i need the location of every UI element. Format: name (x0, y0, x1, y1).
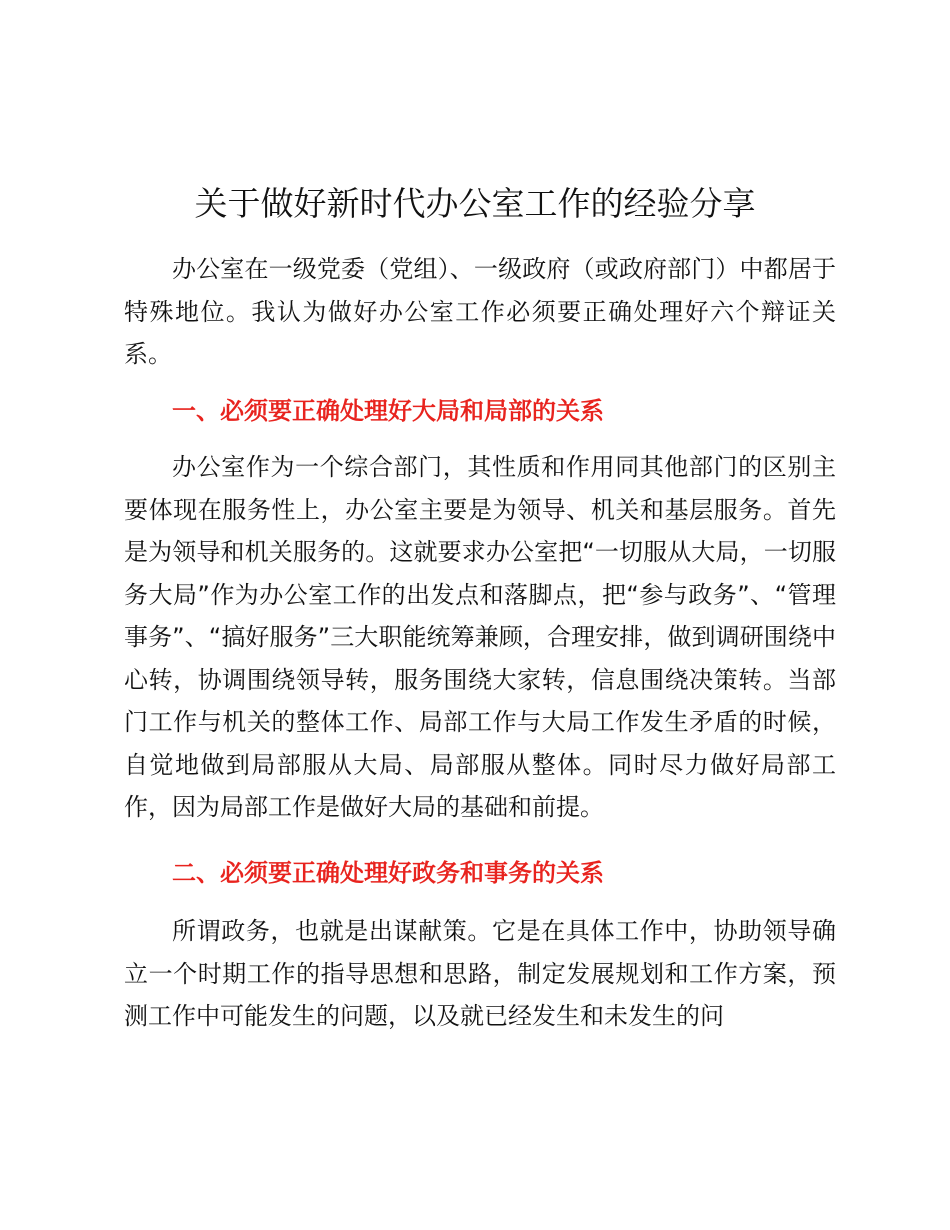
section-body-1: 办公室作为一个综合部门，其性质和作用同其他部门的区别主要体现在服务性上，办公室主要是为领导、机关和基层服务。首先是为领导和机关服务的。这就要求办公室把“一切服从大局，一切服务大局”作为办公室工作的出发点和落脚点，把“参与政务”、“管理事务”、“搞好服务”三大职能统筹兼顾，合理安排，做到调研围绕中心转，协调围绕领导转，服务围绕大家转，信息围绕决策转。当部门工作与机关的整体工作、局部工作与大局工作发生矛盾的时候，自觉地做到局部服从大局、局部服从整体。同时尽力做好局部工作，因为局部工作是做好大局的基础和前提。 (124, 453, 836, 821)
section-heading-1: 一、必须要正确处理好大局和局部的关系 (172, 397, 604, 425)
section-body-2: 所谓政务，也就是出谋献策。它是在具体工作中，协助领导确立一个时期工作的指导思想和思路，制定发展规划和工作方案，预测工作中可能发生的问题，以及就已经发生和未发生的问 (124, 917, 836, 1030)
intro-paragraph: 办公室在一级党委（党组）、一级政府（或政府部门）中都居于特殊地位。我认为做好办公室工作必须要正确处理好六个辩证关系。 (124, 255, 836, 368)
section-heading-2: 二、必须要正确处理好政务和事务的关系 (172, 859, 604, 887)
document-title: 关于做好新时代办公室工作的经验分享 (194, 184, 756, 223)
